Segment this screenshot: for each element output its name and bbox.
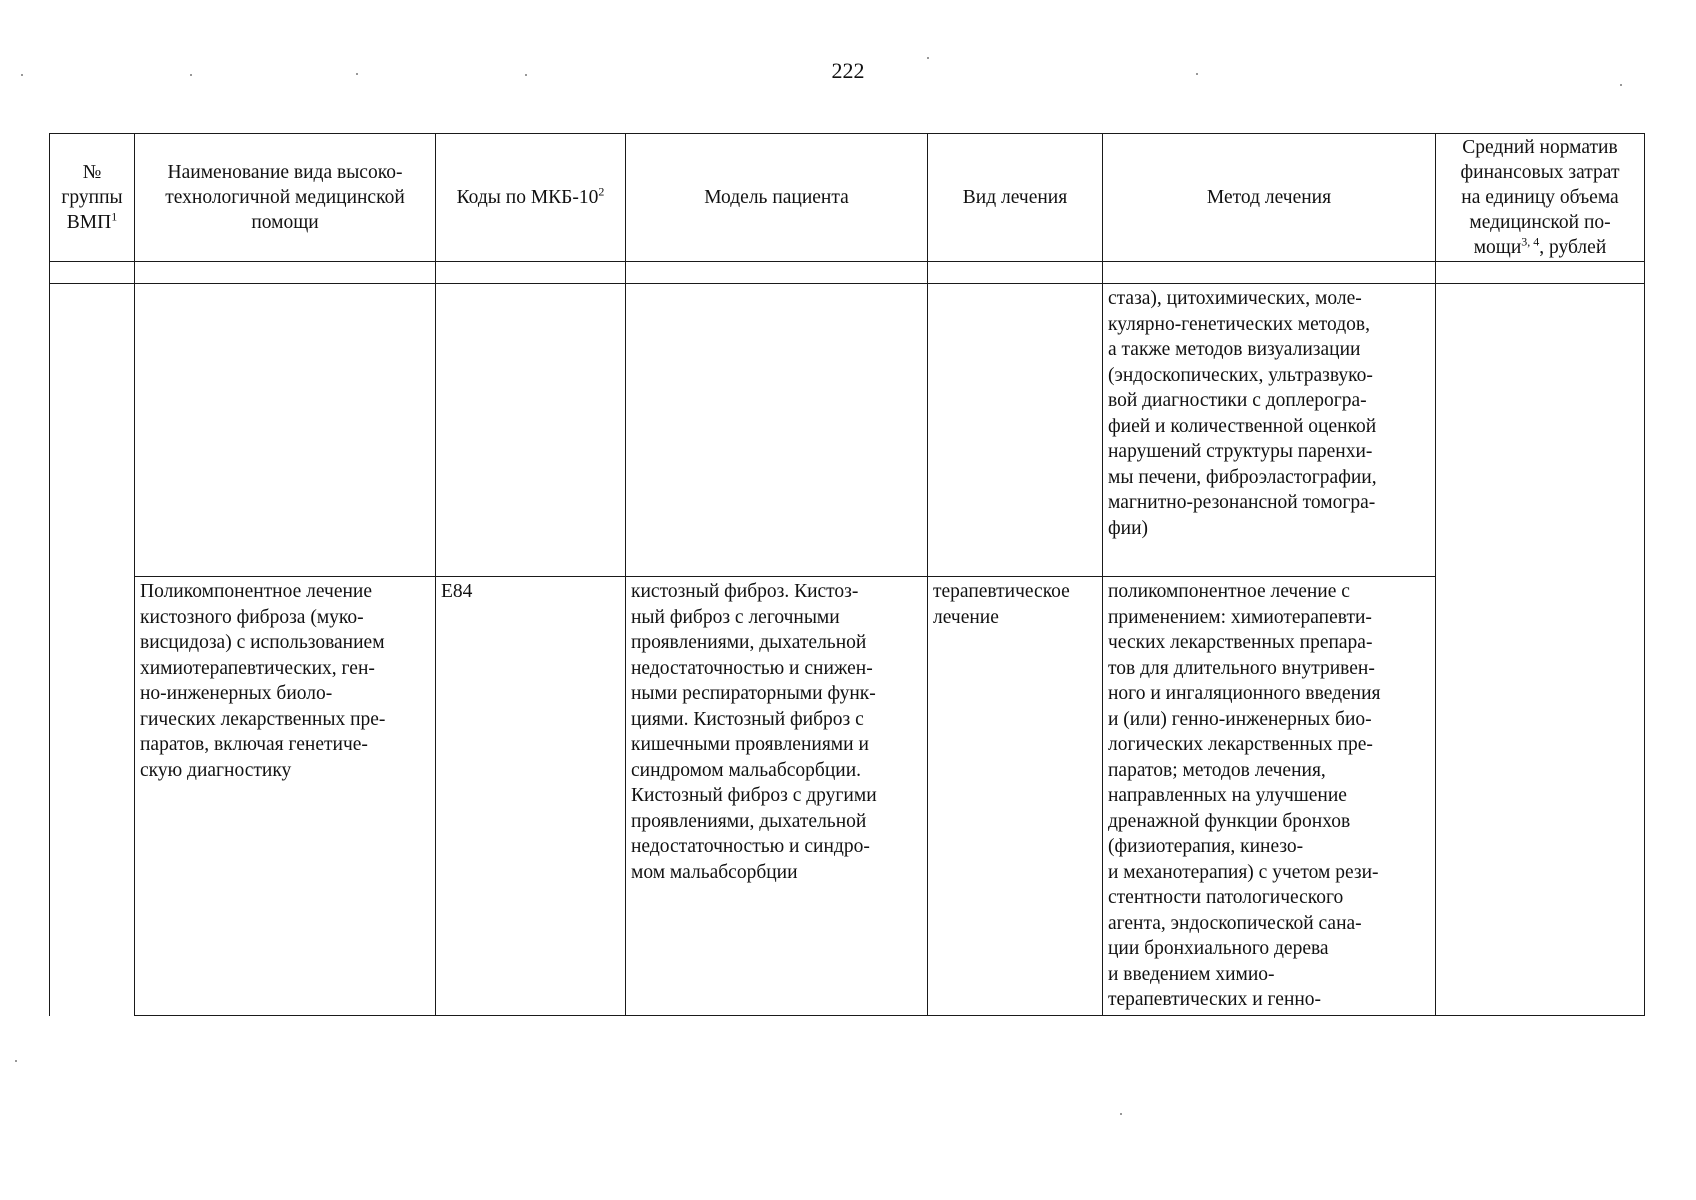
scan-speck: [525, 74, 527, 76]
table-header-row: [50, 134, 1645, 262]
table-cell: [1103, 262, 1436, 284]
header-care-type-name: Наименование вида высоко- технологичной медицинской помощи: [135, 134, 436, 262]
icd-codes-cell: [436, 284, 626, 577]
average-cost-cell: [1436, 284, 1645, 1016]
care-type-name-cell: [135, 284, 436, 577]
patient-model-cell: [626, 284, 928, 577]
scan-speck: [356, 73, 358, 75]
header-icd-codes: Коды по МКБ-$10^2$: [436, 134, 626, 262]
header-average-cost: Средний норматив финансовых затрат на единицу объема медицинской по- мощи$^{3, 4}$, рублей: [1436, 134, 1645, 262]
table-cell: [50, 262, 135, 284]
header-group-number: № группы ВМП$^1$: [50, 134, 135, 262]
header-treatment-method: Метод лечения: [1103, 134, 1436, 262]
scan-speck: [1196, 73, 1198, 75]
treatment-type-cell: терапевтическое лечение: [928, 577, 1103, 1016]
scan-speck: [1120, 1113, 1122, 1115]
table-cell: [928, 262, 1103, 284]
group-number-cell: [50, 284, 135, 1016]
care-type-name-cell: Поликомпонентное лечение кистозного фиброза (муко- висцидоза) с использованием химиотерапевтических, ген- но-инженерных биоло- гических лекарственных пре- паратов, включая генетиче- скую диагностику: [135, 577, 436, 1016]
table-row: [50, 577, 1645, 1016]
vmp-table: [49, 133, 1645, 1016]
table-cell: [1436, 262, 1645, 284]
spacer-row: [50, 262, 1645, 284]
patient-model-cell: кистозный фиброз. Кистоз- ный фиброз с легочными проявлениями, дыхательной недостаточностью и снижен- ными респираторными функ- циями. Кистозный фиброз с кишечными проявлениями и синдромом мальабсорбции. Кистозный фиброз с другими проявлениями, дыхательной недостаточностью и синдро- мом мальабсорбции: [626, 577, 928, 1016]
header-patient-model: Модель пациента: [626, 134, 928, 262]
scan-speck: [15, 1060, 17, 1062]
treatment-method-cell: поликомпонентное лечение с применением: химиотерапевти- ческих лекарственных препара- тов для длительного внутривен- ного и ингаляционного введения и (или) генно-инженерных био- логических лекарственных пре- паратов; методов лечения, направленных на улучшение дренажной функции бронхов (физиотерапия, кинезо- и механотерапия) с учетом рези- стентности патологического агента, эндоскопической сана- ции бронхиального дерева и введением химио- терапевтических и генно-: [1103, 577, 1436, 1016]
table-row: [50, 284, 1645, 577]
scan-speck: [1620, 84, 1622, 86]
header-treatment-type: Вид лечения: [928, 134, 1103, 262]
page-number: 222: [831, 58, 865, 83]
table-cell: [436, 262, 626, 284]
treatment-type-cell: [928, 284, 1103, 577]
scan-speck: [190, 74, 192, 76]
scan-speck: [21, 74, 23, 76]
icd-codes-cell: E84: [436, 577, 626, 1016]
table-cell: [135, 262, 436, 284]
treatment-method-cell: стаза), цитохимических, моле- кулярно-генетических методов, а также методов визуализации (эндоскопических, ультразвуко- вой диагностики с доплерогра- фией и количественной оценкой нарушений структуры паренхи- мы печени, фиброэластографии, магнитно-резонансной томогра- фии): [1103, 284, 1436, 577]
table-cell: [626, 262, 928, 284]
scan-speck: [927, 57, 929, 59]
